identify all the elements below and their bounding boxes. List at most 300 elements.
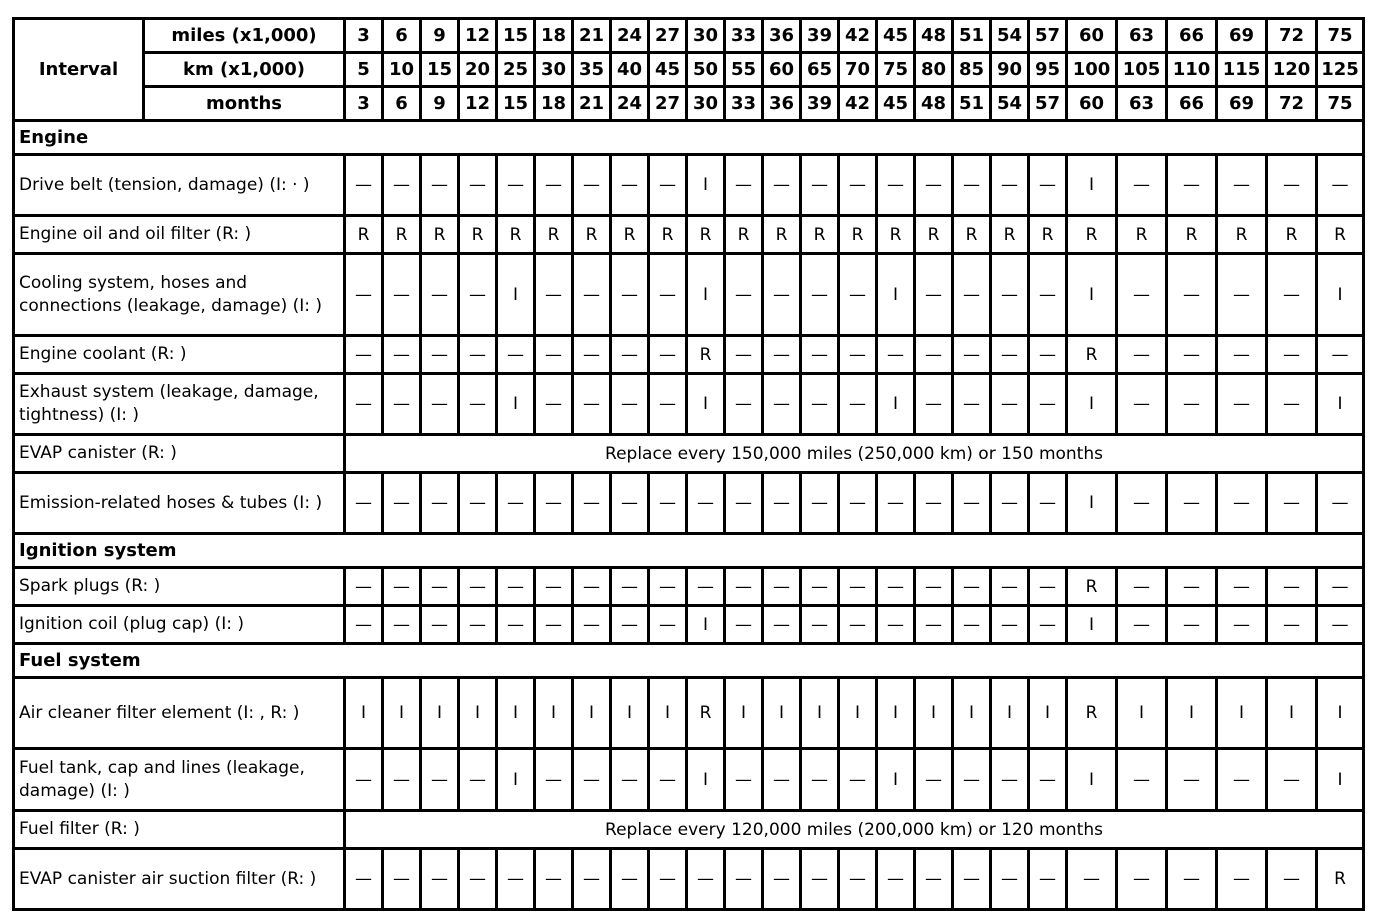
schedule-cell: R [1317, 216, 1364, 254]
schedule-cell: — [1217, 155, 1267, 216]
interval-value: 12 [459, 87, 497, 121]
schedule-cell: — [1217, 606, 1267, 644]
schedule-cell: I [421, 678, 459, 749]
schedule-cell: I [1317, 374, 1364, 435]
interval-value: 15 [497, 87, 535, 121]
schedule-cell: — [763, 374, 801, 435]
schedule-cell: — [991, 473, 1029, 534]
interval-value: 3 [345, 19, 383, 53]
schedule-cell: — [915, 749, 953, 811]
schedule-cell: I [1067, 473, 1117, 534]
schedule-cell: — [535, 374, 573, 435]
schedule-cell: — [1167, 606, 1217, 644]
schedule-cell: — [611, 254, 649, 336]
interval-value: 30 [687, 19, 725, 53]
section-title: Fuel system [14, 644, 1364, 678]
schedule-cell: R [687, 678, 725, 749]
schedule-cell: — [1117, 606, 1167, 644]
section-title: Ignition system [14, 534, 1364, 568]
interval-value: 65 [801, 53, 839, 87]
interval-value: 110 [1167, 53, 1217, 87]
interval-value: 57 [1029, 87, 1067, 121]
schedule-cell: — [611, 336, 649, 374]
interval-value: 66 [1167, 87, 1217, 121]
schedule-cell: — [421, 374, 459, 435]
schedule-cell: — [459, 606, 497, 644]
schedule-cell: — [1317, 568, 1364, 606]
schedule-cell: I [497, 374, 535, 435]
schedule-cell: — [839, 473, 877, 534]
schedule-cell: — [725, 849, 763, 910]
schedule-cell: I [1117, 678, 1167, 749]
schedule-cell: — [763, 473, 801, 534]
schedule-cell: — [915, 336, 953, 374]
schedule-cell: — [421, 155, 459, 216]
schedule-cell: — [1217, 568, 1267, 606]
schedule-cell: I [1067, 749, 1117, 811]
schedule-cell: I [649, 678, 687, 749]
schedule-cell: R [649, 216, 687, 254]
schedule-cell: I [611, 678, 649, 749]
schedule-cell: — [763, 254, 801, 336]
schedule-cell: — [573, 336, 611, 374]
interval-value: 72 [1267, 87, 1317, 121]
table-row [14, 254, 1364, 336]
interval-value: 75 [1317, 19, 1364, 53]
interval-value: 60 [763, 53, 801, 87]
schedule-cell: — [421, 336, 459, 374]
schedule-cell: — [383, 155, 421, 216]
schedule-cell: I [1029, 678, 1067, 749]
table-row [14, 155, 1364, 216]
schedule-cell: — [839, 568, 877, 606]
schedule-cell: R [801, 216, 839, 254]
schedule-cell: — [1317, 336, 1364, 374]
schedule-cell: — [1117, 155, 1167, 216]
schedule-cell: — [725, 606, 763, 644]
table-row [14, 811, 1364, 849]
schedule-cell: I [687, 155, 725, 216]
schedule-cell: R [573, 216, 611, 254]
schedule-cell: — [1267, 336, 1317, 374]
schedule-cell: R [877, 216, 915, 254]
schedule-cell: — [915, 568, 953, 606]
interval-value: 95 [1029, 53, 1067, 87]
schedule-cell: R [725, 216, 763, 254]
schedule-cell: — [649, 473, 687, 534]
schedule-cell: — [1167, 254, 1217, 336]
schedule-cell: — [953, 336, 991, 374]
schedule-cell: — [1117, 749, 1167, 811]
schedule-cell: — [1117, 849, 1167, 910]
interval-value: 9 [421, 19, 459, 53]
schedule-cell: R [763, 216, 801, 254]
interval-value: 18 [535, 19, 573, 53]
schedule-cell: — [725, 336, 763, 374]
schedule-cell: — [497, 606, 535, 644]
schedule-cell: R [1067, 216, 1117, 254]
schedule-cell: — [725, 155, 763, 216]
schedule-cell: — [1167, 155, 1217, 216]
table-row [14, 849, 1364, 910]
schedule-cell: — [763, 336, 801, 374]
schedule-cell: — [649, 374, 687, 435]
schedule-cell: — [1217, 473, 1267, 534]
schedule-cell: — [991, 374, 1029, 435]
schedule-cell: R [1267, 216, 1317, 254]
interval-value: 72 [1267, 19, 1317, 53]
schedule-cell: — [915, 374, 953, 435]
schedule-cell: R [459, 216, 497, 254]
table-row [14, 435, 1364, 473]
schedule-cell: — [459, 336, 497, 374]
schedule-cell: — [839, 749, 877, 811]
schedule-cell: — [345, 749, 383, 811]
item-label: Fuel tank, cap and lines (leakage, damage) (I: ) [14, 749, 345, 811]
section-title: Engine [14, 121, 1364, 155]
schedule-cell: — [801, 254, 839, 336]
interval-value: 15 [421, 53, 459, 87]
schedule-cell: R [1317, 849, 1364, 910]
schedule-cell: — [1167, 568, 1217, 606]
schedule-cell: — [1217, 749, 1267, 811]
schedule-cell: — [573, 473, 611, 534]
schedule-cell: — [535, 336, 573, 374]
schedule-cell: — [991, 568, 1029, 606]
schedule-cell: — [573, 374, 611, 435]
interval-value: 36 [763, 87, 801, 121]
schedule-cell: — [763, 606, 801, 644]
schedule-cell: — [649, 336, 687, 374]
schedule-cell: — [535, 155, 573, 216]
section-row [14, 534, 1364, 568]
table-row [14, 749, 1364, 811]
schedule-cell: — [421, 254, 459, 336]
interval-value: 45 [877, 19, 915, 53]
schedule-cell: — [1029, 749, 1067, 811]
schedule-cell: R [345, 216, 383, 254]
item-label: Engine coolant (R: ) [14, 336, 345, 374]
schedule-cell: — [459, 473, 497, 534]
schedule-cell: — [1267, 155, 1317, 216]
interval-value: 18 [535, 87, 573, 121]
schedule-cell: — [535, 473, 573, 534]
schedule-cell: I [1167, 678, 1217, 749]
schedule-cell: — [1029, 849, 1067, 910]
header-row [14, 53, 1364, 87]
table-row [14, 374, 1364, 435]
schedule-cell: — [953, 374, 991, 435]
schedule-cell: — [1267, 849, 1317, 910]
schedule-cell: — [953, 749, 991, 811]
schedule-cell: — [1117, 254, 1167, 336]
schedule-cell: — [1267, 568, 1317, 606]
schedule-cell: — [1317, 473, 1364, 534]
schedule-cell: — [1117, 336, 1167, 374]
interval-value: 63 [1117, 19, 1167, 53]
item-label: EVAP canister air suction filter (R: ) [14, 849, 345, 910]
schedule-cell: I [801, 678, 839, 749]
schedule-cell: — [991, 849, 1029, 910]
schedule-cell: — [839, 606, 877, 644]
schedule-cell: — [649, 155, 687, 216]
schedule-cell: I [1217, 678, 1267, 749]
interval-value: 3 [345, 87, 383, 121]
schedule-cell: I [763, 678, 801, 749]
schedule-cell: I [877, 374, 915, 435]
schedule-cell: — [459, 568, 497, 606]
schedule-cell: — [345, 606, 383, 644]
schedule-cell: — [459, 374, 497, 435]
schedule-cell: — [649, 749, 687, 811]
table-row [14, 606, 1364, 644]
schedule-cell: R [1067, 336, 1117, 374]
schedule-cell: — [345, 374, 383, 435]
schedule-cell: — [497, 155, 535, 216]
schedule-cell: — [1117, 374, 1167, 435]
schedule-cell: I [1067, 254, 1117, 336]
unit-label: months [144, 87, 345, 121]
schedule-cell: R [1029, 216, 1067, 254]
schedule-cell: — [725, 374, 763, 435]
schedule-cell: — [839, 374, 877, 435]
interval-value: 48 [915, 87, 953, 121]
table-row [14, 568, 1364, 606]
schedule-cell: — [383, 336, 421, 374]
schedule-cell: — [801, 749, 839, 811]
schedule-cell: — [421, 568, 459, 606]
schedule-cell: R [611, 216, 649, 254]
schedule-cell: — [1317, 155, 1364, 216]
schedule-cell: — [763, 568, 801, 606]
interval-value: 70 [839, 53, 877, 87]
interval-value: 48 [915, 19, 953, 53]
schedule-cell: I [687, 749, 725, 811]
interval-value: 42 [839, 19, 877, 53]
schedule-cell: — [877, 155, 915, 216]
section-row [14, 644, 1364, 678]
interval-value: 85 [953, 53, 991, 87]
interval-value: 90 [991, 53, 1029, 87]
schedule-cell: I [345, 678, 383, 749]
interval-value: 100 [1067, 53, 1117, 87]
schedule-cell: — [535, 254, 573, 336]
schedule-cell: — [915, 473, 953, 534]
schedule-cell: — [991, 606, 1029, 644]
schedule-cell: — [915, 606, 953, 644]
schedule-cell: R [421, 216, 459, 254]
schedule-cell: — [763, 849, 801, 910]
schedule-cell: — [611, 473, 649, 534]
table-row [14, 473, 1364, 534]
schedule-cell: — [687, 849, 725, 910]
maintenance-schedule-table [12, 17, 1365, 911]
interval-value: 54 [991, 87, 1029, 121]
schedule-cell: — [497, 849, 535, 910]
interval-value: 55 [725, 53, 763, 87]
schedule-cell: R [953, 216, 991, 254]
interval-value: 75 [877, 53, 915, 87]
schedule-cell: — [877, 473, 915, 534]
schedule-cell: — [345, 155, 383, 216]
item-label: EVAP canister (R: ) [14, 435, 345, 473]
schedule-cell: — [1167, 473, 1217, 534]
interval-value: 21 [573, 19, 611, 53]
schedule-cell: — [649, 568, 687, 606]
schedule-cell: I [915, 678, 953, 749]
interval-value: 120 [1267, 53, 1317, 87]
schedule-cell: — [1267, 749, 1317, 811]
schedule-cell: — [459, 254, 497, 336]
schedule-cell: — [1267, 473, 1317, 534]
schedule-cell: — [383, 849, 421, 910]
interval-value: 21 [573, 87, 611, 121]
schedule-cell: — [649, 254, 687, 336]
replace-note: Replace every 120,000 miles (200,000 km) or 120 months [345, 811, 1364, 849]
interval-value: 30 [535, 53, 573, 87]
schedule-cell: — [459, 749, 497, 811]
interval-value: 50 [687, 53, 725, 87]
interval-value: 33 [725, 87, 763, 121]
schedule-cell: — [1217, 336, 1267, 374]
schedule-cell: — [1167, 336, 1217, 374]
schedule-cell: — [687, 568, 725, 606]
schedule-cell: — [953, 606, 991, 644]
schedule-cell: — [1067, 849, 1117, 910]
schedule-cell: — [877, 849, 915, 910]
item-label: Air cleaner filter element (I: , R: ) [14, 678, 345, 749]
schedule-cell: R [1217, 216, 1267, 254]
interval-label: Interval [14, 19, 144, 121]
schedule-cell: — [953, 849, 991, 910]
interval-value: 24 [611, 19, 649, 53]
schedule-cell: — [611, 749, 649, 811]
unit-label: km (x1,000) [144, 53, 345, 87]
schedule-cell: I [535, 678, 573, 749]
schedule-cell: — [877, 568, 915, 606]
schedule-cell: — [991, 254, 1029, 336]
schedule-cell: — [725, 254, 763, 336]
item-label: Cooling system, hoses and connections (leakage, damage) (I: ) [14, 254, 345, 336]
schedule-cell: — [611, 568, 649, 606]
schedule-cell: I [383, 678, 421, 749]
schedule-cell: — [991, 749, 1029, 811]
schedule-cell: — [1167, 749, 1217, 811]
unit-label: miles (x1,000) [144, 19, 345, 53]
interval-value: 36 [763, 19, 801, 53]
schedule-cell: R [1117, 216, 1167, 254]
schedule-cell: — [497, 336, 535, 374]
schedule-cell: — [839, 336, 877, 374]
schedule-cell: I [877, 678, 915, 749]
header-row [14, 19, 1364, 53]
schedule-cell: — [573, 606, 611, 644]
replace-note: Replace every 150,000 miles (250,000 km) or 150 months [345, 435, 1364, 473]
schedule-cell: — [383, 749, 421, 811]
schedule-cell: — [801, 155, 839, 216]
interval-value: 57 [1029, 19, 1067, 53]
schedule-cell: R [497, 216, 535, 254]
table-row [14, 216, 1364, 254]
schedule-cell: — [953, 155, 991, 216]
schedule-cell: I [725, 678, 763, 749]
schedule-cell: — [535, 749, 573, 811]
schedule-cell: I [839, 678, 877, 749]
interval-value: 5 [345, 53, 383, 87]
schedule-cell: — [535, 849, 573, 910]
interval-value: 60 [1067, 87, 1117, 121]
schedule-cell: — [1267, 606, 1317, 644]
interval-value: 25 [497, 53, 535, 87]
schedule-cell: — [725, 473, 763, 534]
schedule-cell: — [383, 254, 421, 336]
header-row [14, 87, 1364, 121]
schedule-cell: — [801, 606, 839, 644]
item-label: Fuel filter (R: ) [14, 811, 345, 849]
interval-value: 75 [1317, 87, 1364, 121]
interval-value: 80 [915, 53, 953, 87]
schedule-cell: — [725, 568, 763, 606]
schedule-cell: — [763, 155, 801, 216]
item-label: Ignition coil (plug cap) (I: ) [14, 606, 345, 644]
interval-value: 24 [611, 87, 649, 121]
schedule-cell: — [649, 606, 687, 644]
schedule-cell: — [1029, 606, 1067, 644]
schedule-cell: R [991, 216, 1029, 254]
interval-value: 69 [1217, 19, 1267, 53]
schedule-cell: — [839, 155, 877, 216]
schedule-cell: — [915, 849, 953, 910]
schedule-cell: — [421, 849, 459, 910]
schedule-cell: I [497, 749, 535, 811]
schedule-cell: — [725, 749, 763, 811]
interval-value: 40 [611, 53, 649, 87]
schedule-cell: — [345, 336, 383, 374]
schedule-cell: — [1117, 568, 1167, 606]
interval-value: 15 [497, 19, 535, 53]
interval-value: 54 [991, 19, 1029, 53]
schedule-cell: — [687, 473, 725, 534]
table-row [14, 678, 1364, 749]
interval-value: 66 [1167, 19, 1217, 53]
schedule-cell: — [535, 606, 573, 644]
schedule-cell: I [1317, 678, 1364, 749]
schedule-cell: I [953, 678, 991, 749]
schedule-cell: — [1267, 254, 1317, 336]
interval-value: 69 [1217, 87, 1267, 121]
schedule-cell: — [991, 336, 1029, 374]
schedule-cell: — [1217, 254, 1267, 336]
interval-value: 105 [1117, 53, 1167, 87]
schedule-cell: — [1167, 374, 1217, 435]
schedule-cell: I [877, 749, 915, 811]
interval-value: 27 [649, 87, 687, 121]
section-row [14, 121, 1364, 155]
schedule-cell: — [953, 254, 991, 336]
schedule-cell: — [1029, 374, 1067, 435]
schedule-cell: — [1317, 606, 1364, 644]
schedule-cell: — [1267, 374, 1317, 435]
schedule-cell: I [1067, 374, 1117, 435]
schedule-cell: — [573, 155, 611, 216]
schedule-cell: — [497, 568, 535, 606]
interval-value: 30 [687, 87, 725, 121]
schedule-cell: R [687, 216, 725, 254]
schedule-cell: — [421, 606, 459, 644]
schedule-cell: — [573, 568, 611, 606]
schedule-cell: — [345, 849, 383, 910]
schedule-cell: — [611, 849, 649, 910]
